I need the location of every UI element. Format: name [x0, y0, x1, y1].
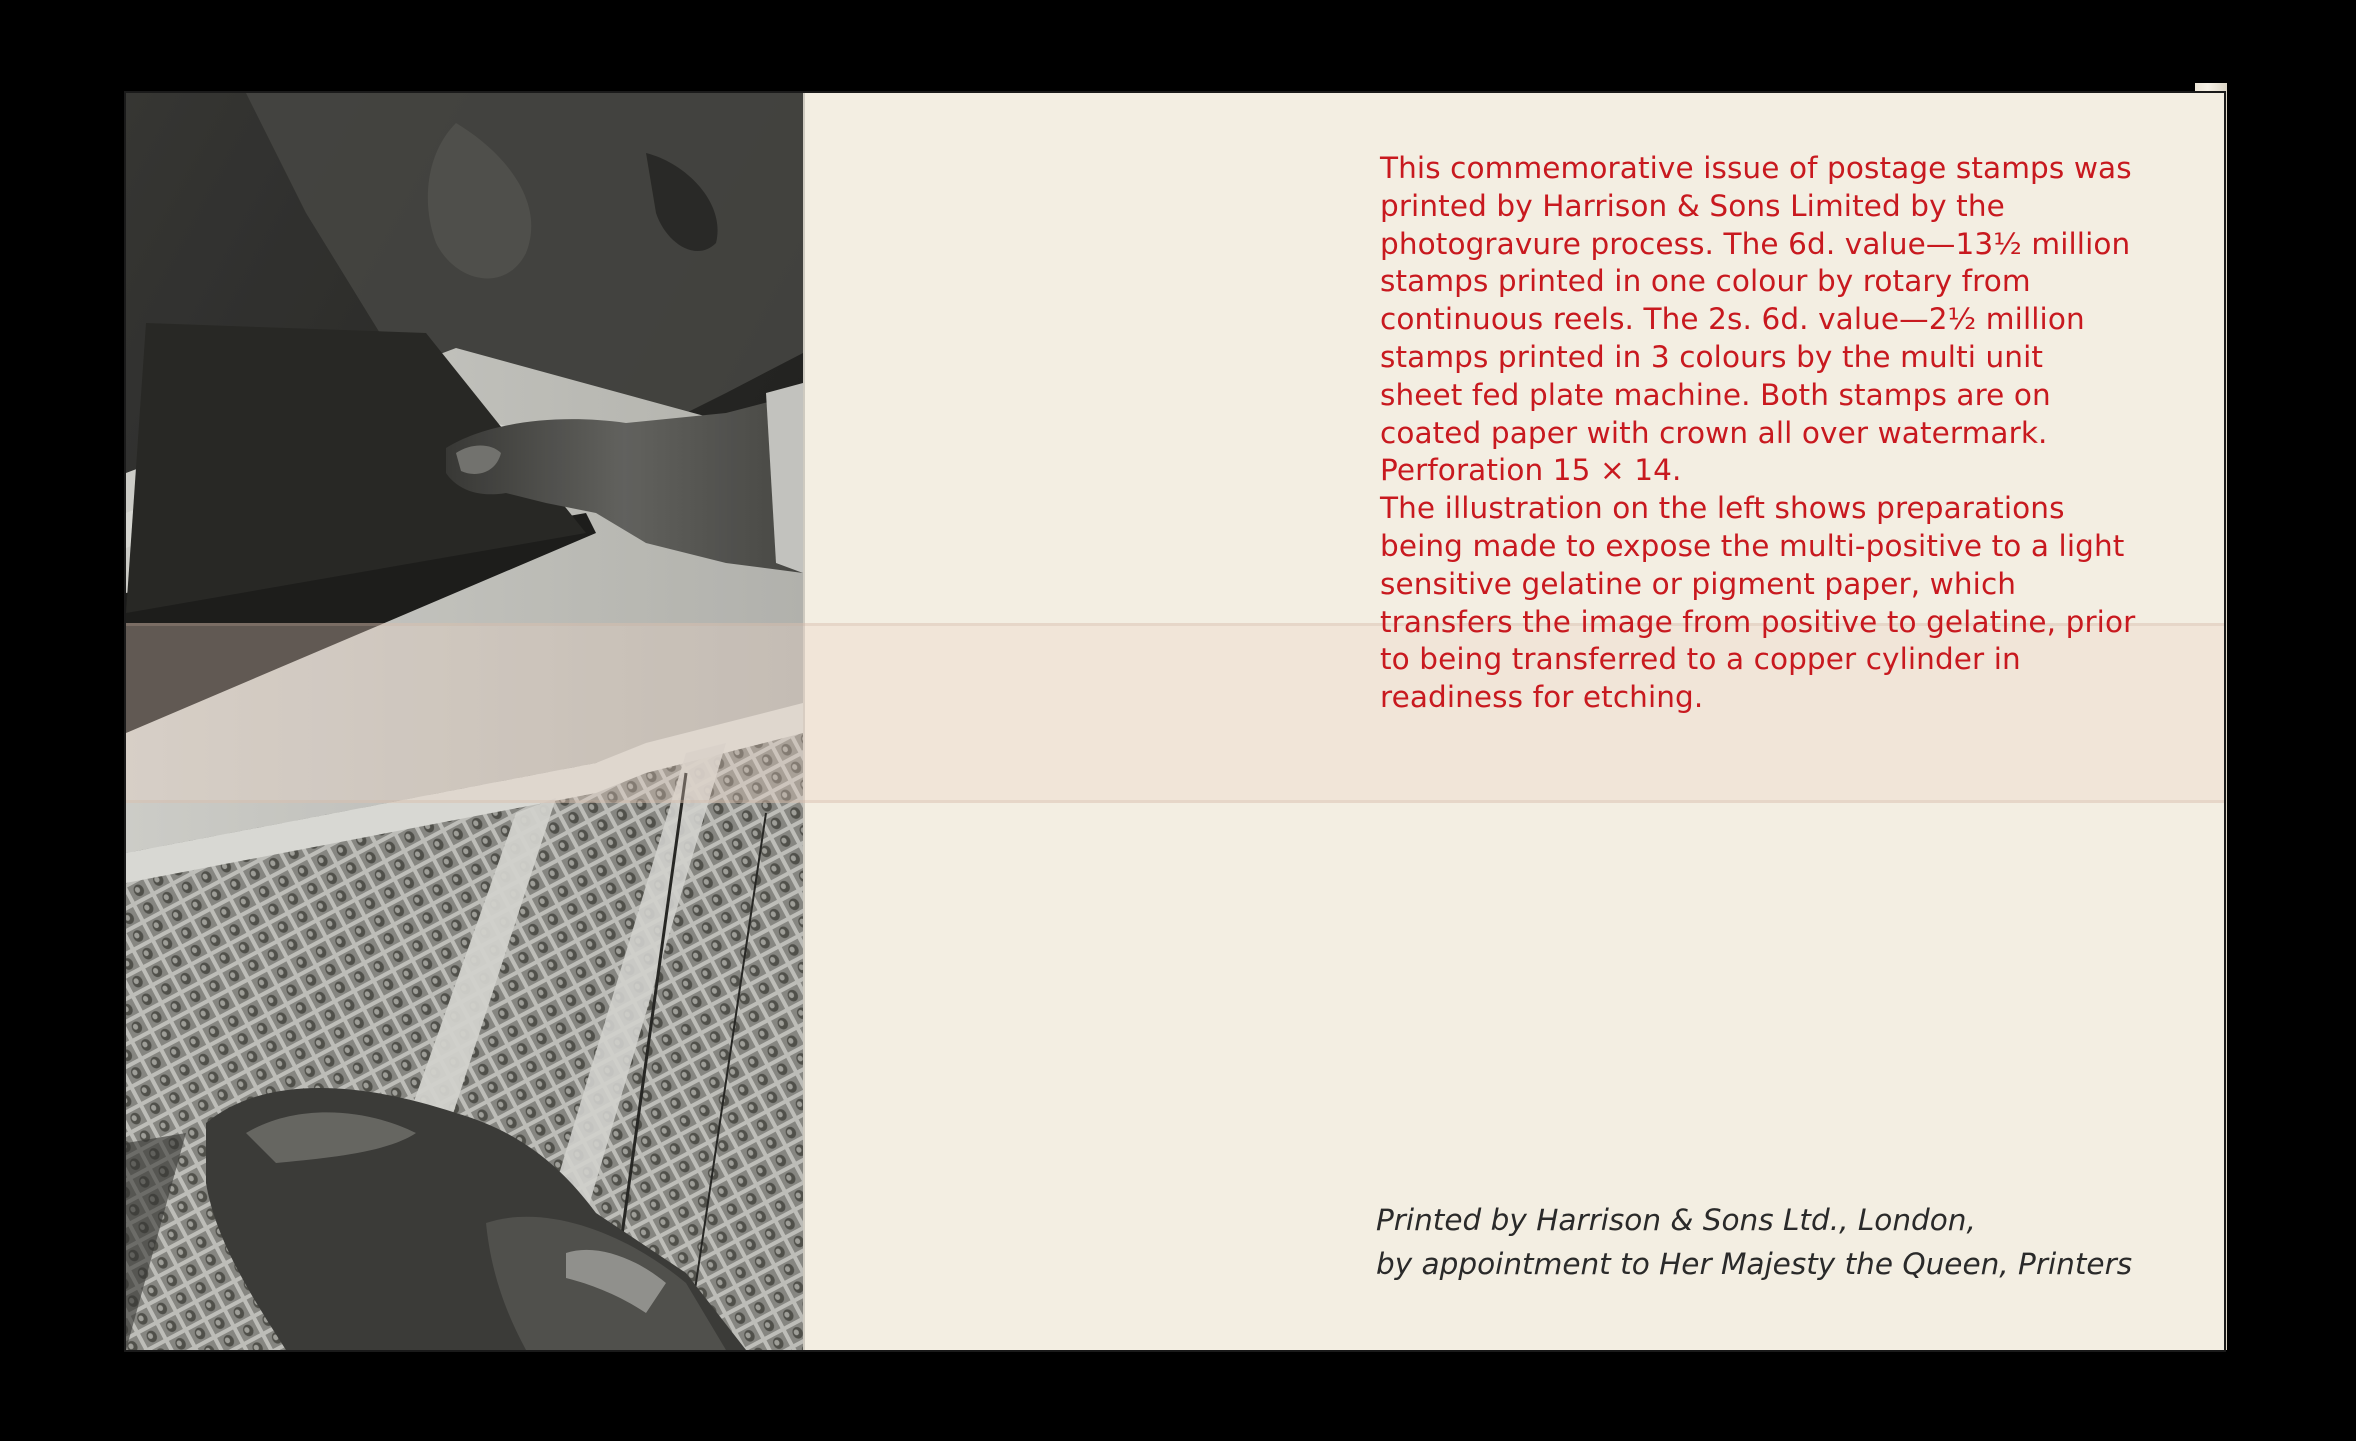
description-line: Perforation 15 × 14. [1380, 453, 1682, 488]
printing-photograph [126, 93, 803, 1350]
description-line: photogravure process. The 6d. value—13½ million [1380, 226, 2131, 261]
description-line: continuous reels. The 2s. 6d. value—2½ million [1380, 302, 2085, 337]
description-line: This commemorative issue of postage stamps was [1380, 151, 2132, 185]
description-line: transfers the image from positive to gelatine, prior [1380, 604, 2136, 639]
stamp-description [1380, 150, 2220, 717]
photograph-illustration [126, 93, 803, 1350]
description-line: stamps printed in one colour by rotary from [1380, 264, 2031, 299]
presentation-card [126, 93, 2224, 1350]
imprint-line-1: Printed by Harrison & Sons Ltd., London, [1376, 1203, 1976, 1237]
description-line: printed by Harrison & Sons Limited by the [1380, 188, 2005, 223]
printer-imprint [1376, 1198, 2216, 1286]
description-line: The illustration on the left shows preparations [1380, 491, 2065, 526]
description-line: being made to expose the multi-positive to a light [1380, 528, 2125, 563]
description-line: stamps printed in 3 colours by the multi unit [1380, 339, 2044, 374]
description-line: to being transferred to a copper cylinder in [1380, 642, 2021, 677]
description-line: sheet fed plate machine. Both stamps are on [1380, 377, 2051, 412]
description-line: sensitive gelatine or pigment paper, which [1380, 566, 2017, 601]
imprint-line-2: by appointment to Her Majesty the Queen, Printers [1376, 1247, 2133, 1281]
description-line: readiness for etching. [1380, 680, 1704, 715]
fold-line [803, 93, 805, 1350]
description-line: coated paper with crown all over watermark. [1380, 415, 2048, 450]
